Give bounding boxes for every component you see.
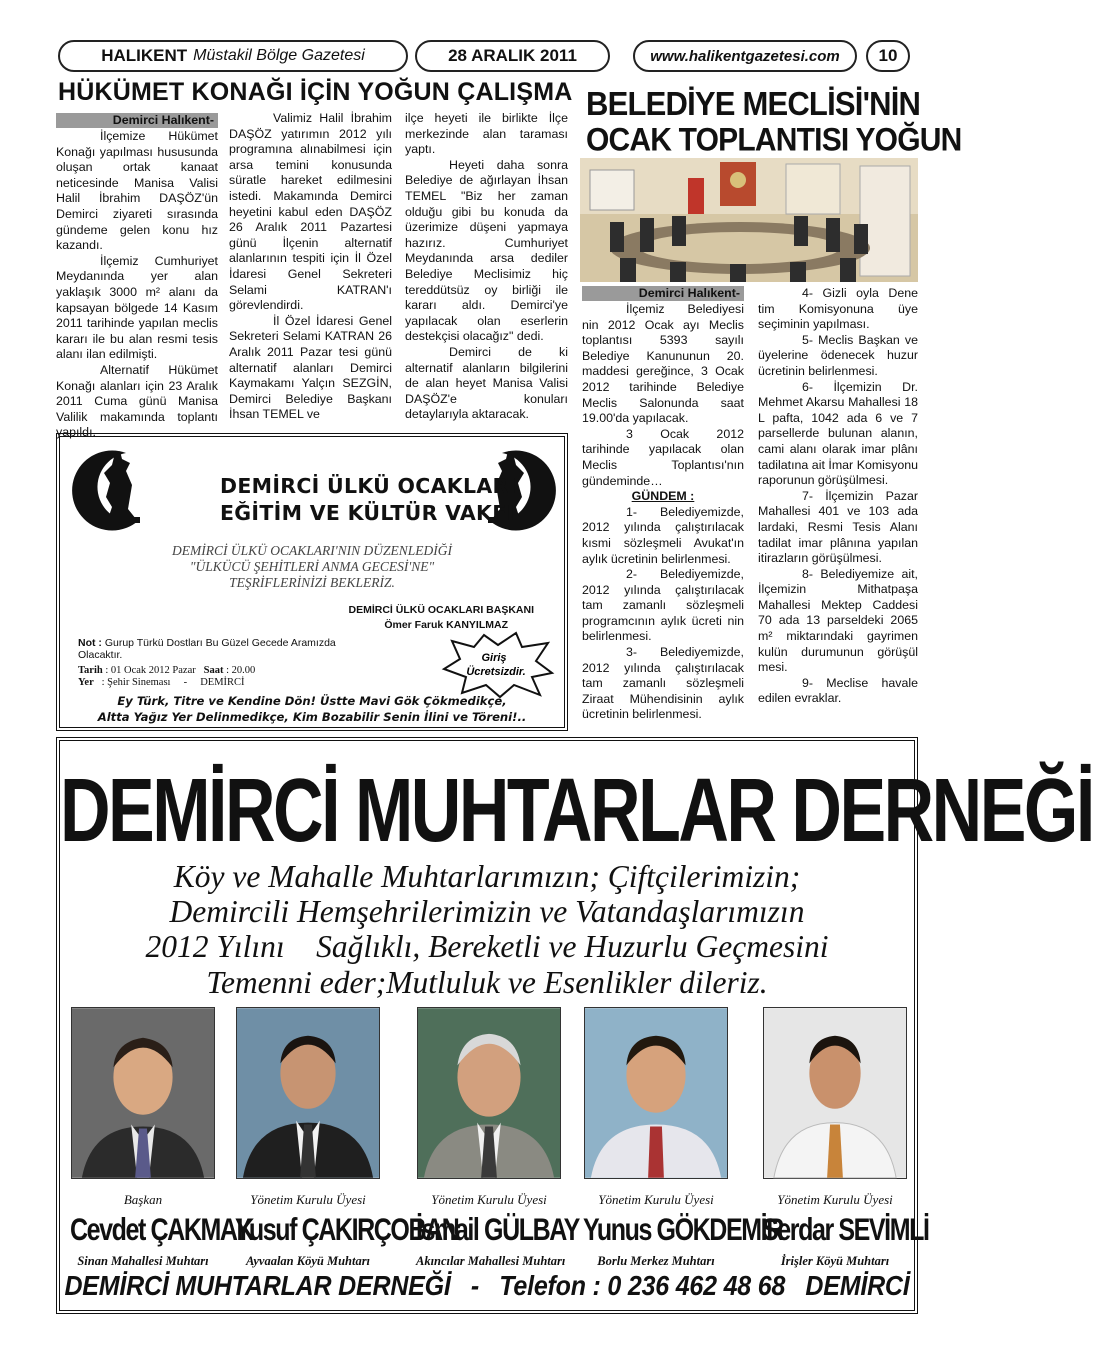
agenda-label: GÜNDEM : [631, 489, 695, 504]
council-hall-photo [580, 158, 918, 282]
paragraph: İl Özel İdaresi Genel Sekreteri Selami KATRAN 26 Aralık 2011 Pazar tesi günü alternatif alanları Demirci Kaymakamı Yalçın SEZGİN, Demirci Belediye Başkanı İhsan TEMEL ve [229, 313, 392, 422]
member-portrait [584, 1007, 728, 1179]
invitation-line: "ÜLKÜCÜ ŞEHİTLERİ ANMA GECESİ'NE" [189, 559, 435, 574]
member-address: Borlu Merkez Muhtarı [597, 1254, 715, 1268]
headline-right-line2: OCAK TOPLANTISI YOĞUN [586, 122, 962, 159]
member-name: Yunus GÖKDEMİR [583, 1212, 783, 1248]
date-label: Tarih [78, 665, 103, 676]
member-address: İrişler Köyü Muhtarı [780, 1254, 890, 1268]
byline: Demirci Halıkent- [56, 113, 218, 128]
free-entry-burst [444, 633, 554, 697]
ad-title: DEMİRCİ MUHTARLAR DERNEĞİ [60, 760, 1093, 861]
member-name: İsmail GÜLBAY [416, 1212, 579, 1248]
member-role: Yönetim Kurulu Üyesi [250, 1192, 366, 1207]
member-role: Yönetim Kurulu Üyesi [777, 1192, 893, 1207]
date-value: : 01 Ocak 2012 Pazar [105, 665, 196, 676]
time-value: : 20.00 [226, 665, 256, 676]
message-line: Köy ve Mahalle Muhtarlarımızın; Çiftçilerimizin; [173, 859, 801, 894]
note-label: Not : [78, 637, 102, 649]
headline-right-line1: BELEDİYE MECLİSİ'NİN [586, 84, 921, 123]
agenda-item: 7- İlçemizin Pazar Mahallesi 401 ve 103 ada lardaki, Resmi Tesis Alanı tadilat imar plânına yapılan itirazların görüşülmesi. [758, 488, 918, 566]
member-portrait [71, 1007, 215, 1179]
signature-name: Ömer Faruk KANYILMAZ [384, 619, 508, 631]
member-address: Ayvaalan Köyü Muhtarı [245, 1254, 371, 1268]
message-line: Demircili Hemşehrilerimizin ve Vatandaşlarımızın [169, 894, 805, 929]
place-dash: - [183, 677, 188, 688]
paragraph: ilçe heyeti ile birlikte İlçe merkezinde alan taraması yaptı. [405, 111, 568, 157]
member-role: Başkan [123, 1192, 163, 1207]
paragraph: Demirci de ki alternatif alanların bilgilerini de alan heyet Manisa Valisi DAŞÖZ'e konuları detaylarıyla aktaracak. [405, 344, 568, 422]
member-card [416, 1007, 579, 1269]
entry-line2: Ücretsizdir. [466, 666, 526, 678]
member-portrait [417, 1007, 561, 1179]
article-left-col2 [229, 111, 392, 423]
time-label: Saat [203, 665, 224, 676]
headline-left: HÜKÜMET KONAĞI İÇİN YOĞUN ÇALIŞMA [58, 78, 573, 106]
ulku-ocaklari-ad [56, 433, 568, 731]
invitation-line: DEMİRCİ ÜLKÜ OCAKLARI'NIN DÜZENLEDİĞİ [171, 543, 452, 558]
place-city: DEMİRCİ [200, 677, 245, 688]
member-address: Akıncılar Mahallesi Muhtarı [416, 1254, 566, 1268]
member-role: Yönetim Kurulu Üyesi [431, 1192, 547, 1207]
masthead [58, 40, 408, 72]
article-left-col3 [405, 111, 568, 423]
ad-motto [60, 693, 564, 725]
paper-name: HALIKENT [101, 46, 188, 65]
article-right-col2 [758, 286, 918, 707]
signature-org: DEMİRCİ ÜLKÜ OCAKLARI BAŞKANI [348, 604, 534, 616]
agenda-item: 1- Belediyemizde, 2012 yılında çalıştırılacak kısmi sözleşmeli Avukat'ın aylık ücretinin belirlenmesi. [582, 504, 744, 566]
ad-title-line1: DEMİRCİ ÜLKÜ OCAKLARI [220, 474, 517, 498]
member-name: Yusuf ÇAKIRÇOBAN [235, 1212, 459, 1248]
paragraph: İlçemiz Cumhuriyet Meydanında yer alan yaklaşık 3000 m² alanı da kapsayan bölgede 14 Kasım 2011 tarihinde yapılan meclis kararı ile bu alan resmi tesis alanı ilan edilmişti. [56, 253, 218, 362]
motto-line: Ey Türk, Titre ve Kendine Dön! Üstte Mavi Gök Çökmedikçe, [117, 694, 507, 708]
issue-date: 28 ARALIK 2011 [415, 40, 610, 72]
member-card [583, 1007, 783, 1269]
member-address: Sinan Mahallesi Muhtarı [77, 1254, 209, 1268]
article-left-col1 [56, 113, 218, 441]
invitation-line: TEŞRİFLERİNİZİ BEKLERİZ. [229, 575, 395, 590]
article-right-col1 [582, 286, 744, 723]
agenda-item: 3- Belediyemizde, 2012 yılında çalıştırılacak tam zamanlı sözleşmeli Ziraat Mühendisinin aylık ücretinin belirlenmesi. [582, 645, 744, 722]
member-portrait [763, 1007, 907, 1179]
member-name: Cevdet ÇAKMAK [70, 1212, 254, 1248]
muhtarlar-dernegi-ad [56, 737, 1093, 1314]
agenda-item: 9- Meclise havale edilen evraklar. [758, 675, 918, 706]
paragraph: İlçemiz Belediyesi nin 2012 Ocak ayı Meclis toplantısı 5393 sayılı Belediye Kanununun 20. maddesi gereğince, 3 Ocak 2012 tarihinde Belediye Meclis Salonunda saat 19.00'da yapılacak. [582, 302, 744, 426]
byline: Demirci Halıkent- [582, 286, 744, 301]
ad-invitation [60, 543, 564, 591]
agenda-item: 6- İlçemizin Dr. Mehmet Akarsu Mahallesi 18 L pafta, 1042 ada 6 ve 7 parsellerde bulunan alanın, cami alanı olarak imar plânı tadilatına ait İmar Komisyonu raporunun görüşülmesi. [758, 379, 918, 488]
message-line: 2012 Yılını Sağlıklı, Bereketli ve Huzurlu Geçmesini [145, 929, 829, 964]
note-text: Gurup Türkü Dostları Bu Güzel Gecede Aramızda Olacaktır. [78, 637, 336, 661]
paragraph: İlçemize Hükümet Konağı yapılması hususunda oluşan ortak kanaat neticesinde Manisa Valisi Halil İbrahim DAŞÖZ'ün Demirci ziyareti sırasında gündeme gelen konu hız kazandı. [56, 129, 218, 253]
paragraph: 3 Ocak 2012 tarihinde yapılacak olan Meclis Toplantısı'nın gündeminde… [582, 426, 744, 488]
place-value: : Şehir Sineması [101, 677, 171, 688]
member-name: Serdar SEVİMLİ [762, 1212, 929, 1248]
member-card [762, 1007, 929, 1269]
wolf-crescent-emblem-left [68, 443, 160, 535]
motto-line: Altta Yağız Yer Delinmedikçe, Kim Bozabilir Senin İlini ve Töreni!.. [97, 710, 527, 724]
message-line: Temenni eder;Mutluluk ve Esenlikler dileriz. [206, 965, 768, 1000]
member-role: Yönetim Kurulu Üyesi [598, 1192, 714, 1207]
paragraph: Valimiz Halil İbrahim DAŞÖZ yatırımın 2012 yılı programına alınabilmesi için arsa temini konusunda süratle hareket edilmesini istedi. Makamında Demirci heyetini kabul eden DAŞÖZ 26 Aralık 2011 Pazartesi günü İlçenin alternatif alanlarının tespiti için İl Özel İdaresi Genel Sekreteri Selami KATRAN'ı görevlendirdi. [229, 111, 392, 313]
member-portrait [236, 1007, 380, 1179]
member-card [70, 1007, 254, 1269]
agenda-item: 2- Belediyemizde, 2012 yılında çalıştırılacak tam zamanlı sözleşmeli programcının aylık ücreti nin belirlenmesi. [582, 567, 744, 644]
page-number: 10 [866, 40, 910, 72]
agenda-item: 5- Meclis Başkan ve üyelerine ödenecek huzur ücretinin belirlenmesi. [758, 332, 918, 378]
paragraph: Heyeti daha sonra Belediye de ağırlayan İhsan TEMEL "Biz her zaman olduğu gibi bu konuda da üzerimize düşeni yapmaya hazırız. Cumhuriyet Meydanında arsa dediler Belediye Meclisimiz hiç tereddütsüz oy birliği ile kararı aldı. Demirci'ye yapılacak olan eserlerin destekçisi olacağız" dedi. [405, 157, 568, 344]
paper-subtitle: Müstakil Bölge Gazetesi [193, 47, 365, 64]
paragraph: Alternatif Hükümet Konağı alanları için 23 Aralık 2011 Cuma günü Manisa Valilik makamında toplantı yapıldı. [56, 362, 218, 440]
ad-note [78, 637, 358, 661]
agenda-item: 4- Gizli oyla Dene tim Komisyonuna üye seçiminin yapılması. [758, 286, 918, 332]
agenda-item: 8- Belediyemize ait, İlçemizin Mithatpaşa Mahallesi Mektep Caddesi 70 ada 13 parseldeki 2065 m² miktarındaki gayrimen kulün durumunun görüşül mesi. [758, 566, 918, 675]
ad-title-line2: EĞİTİM VE KÜLTÜR VAKFI [220, 501, 515, 525]
entry-line1: Giriş [481, 652, 507, 664]
ad-footer-contact: DEMİRCİ MUHTARLAR DERNEĞİ - Telefon : 0 236 462 48 68 DEMİRCİ [64, 1270, 910, 1302]
website-link[interactable]: www.halikentgazetesi.com [633, 40, 857, 72]
member-card [235, 1007, 459, 1269]
ad-event-details [78, 665, 255, 689]
place-label: Yer [78, 677, 94, 688]
